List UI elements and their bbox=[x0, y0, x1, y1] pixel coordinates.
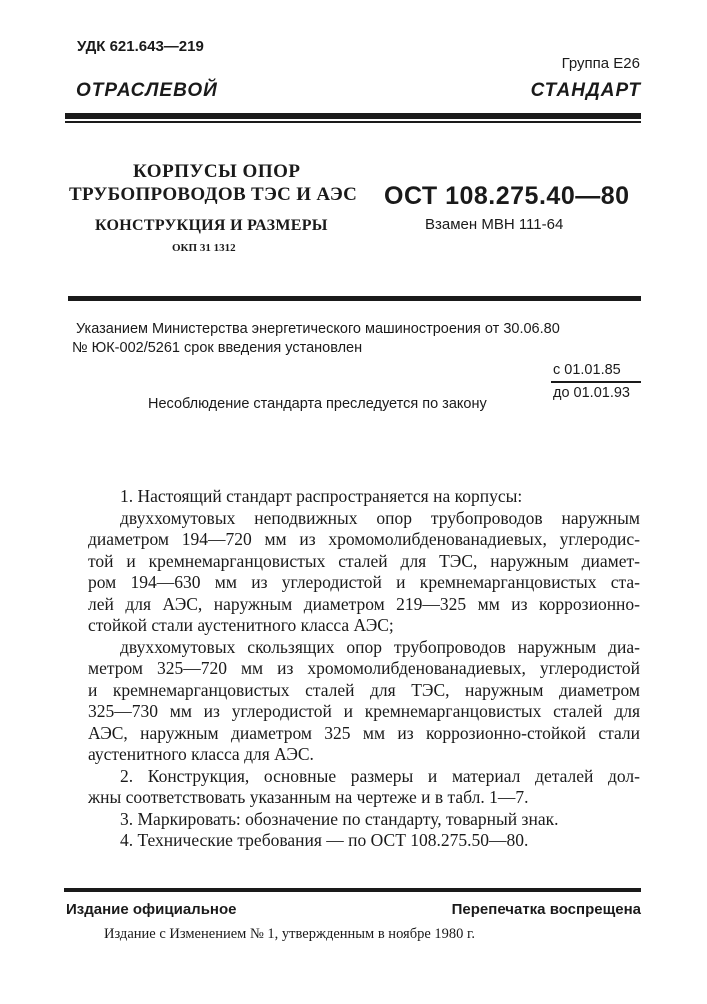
paragraph-line: метром 325—720 мм из хромомолибденованадиевых, углеродистой bbox=[88, 658, 640, 678]
subtitle: КОНСТРУКЦИЯ И РАЗМЕРЫ bbox=[95, 217, 328, 234]
paragraph-line: ром 194—630 мм из углеродистой и кремнемарганцовистых ста- bbox=[88, 572, 640, 592]
paragraph-line: диаметром 194—720 мм из хромомолибденованадиевых, углеродис- bbox=[88, 529, 640, 549]
header-rule-thick bbox=[65, 113, 641, 119]
paragraph-line: и кремнемарганцовистых сталей для ТЭС, наружным диаметром bbox=[88, 679, 640, 700]
paragraph-1-line: 1. Настоящий стандарт распространяется на корпусы: bbox=[120, 486, 523, 506]
paragraph-line: жны соответствовать указанным на чертеже и в табл. 1—7. bbox=[88, 787, 529, 807]
directive-line-1: Указанием Министерства энергетического машиностроения от 30.06.80 bbox=[76, 321, 560, 337]
title-line-2: ТРУБОПРОВОДОВ ТЭС И АЭС bbox=[69, 184, 358, 205]
paragraph-line: лей для АЭС, наружным диаметром 219—325 мм из коррозионно- bbox=[88, 593, 640, 614]
banner-title: ОТРАСЛЕВОЙ СТАНДАРТ bbox=[76, 80, 641, 101]
effective-date-to: до 01.01.93 bbox=[553, 385, 630, 401]
paragraph-line: аустенитного класса для АЭС. bbox=[88, 744, 314, 764]
paragraph-line: стойкой стали аустенитного класса АЭС; bbox=[88, 615, 394, 635]
legal-notice: Несоблюдение стандарта преследуется по закону bbox=[148, 396, 487, 412]
paragraph-line: двуххомутовых скользящих опор трубопроводов наружным диа- bbox=[120, 636, 640, 657]
footer-rule-thick bbox=[64, 888, 641, 892]
paragraph-2-line: 2. Конструкция, основные размеры и материал деталей дол- bbox=[120, 765, 640, 786]
reprint-prohibited: Перепечатка воспрещена bbox=[451, 901, 641, 918]
paragraph-line: АЭС, наружным диаметром 325 мм из коррозионно-стойкой стали bbox=[88, 722, 640, 743]
body-text bbox=[88, 486, 640, 852]
directive-line-2: № ЮК-002/5261 срок введения установлен bbox=[72, 340, 363, 356]
paragraph-4-line: 4. Технические требования — по ОСТ 108.275.50—80. bbox=[120, 830, 529, 850]
paragraph-line: той и кремнемарганцовистых сталей для ТЭС, наружным диамет- bbox=[88, 550, 640, 571]
okp-code: ОКП 31 1312 bbox=[172, 242, 236, 254]
date-underline bbox=[551, 381, 641, 383]
paragraph-3-line: 3. Маркировать: обозначение по стандарту, товарный знак. bbox=[120, 808, 559, 829]
udk-code: УДК 621.643—219 bbox=[77, 38, 204, 55]
official-edition: Издание официальное bbox=[66, 901, 237, 918]
header-rule-thin bbox=[65, 121, 641, 123]
amendment-note: Издание с Изменением № 1, утвержденным в ноябре 1980 г. bbox=[104, 926, 475, 942]
group-code: Группа Е26 bbox=[561, 55, 640, 72]
title-line-1: КОРПУСЫ ОПОР bbox=[133, 161, 301, 182]
replaces-note: Взамен МВН 111-64 bbox=[425, 216, 564, 233]
effective-date-from: с 01.01.85 bbox=[553, 362, 621, 378]
paragraph-line: 325—730 мм из углеродистой и кремнемарганцовистых сталей для bbox=[88, 701, 640, 721]
title-rule-thick bbox=[68, 296, 641, 301]
standard-number: ОСТ 108.275.40—80 bbox=[384, 182, 630, 210]
paragraph-line: двуххомутовых неподвижных опор трубопроводов наружным bbox=[120, 507, 640, 528]
